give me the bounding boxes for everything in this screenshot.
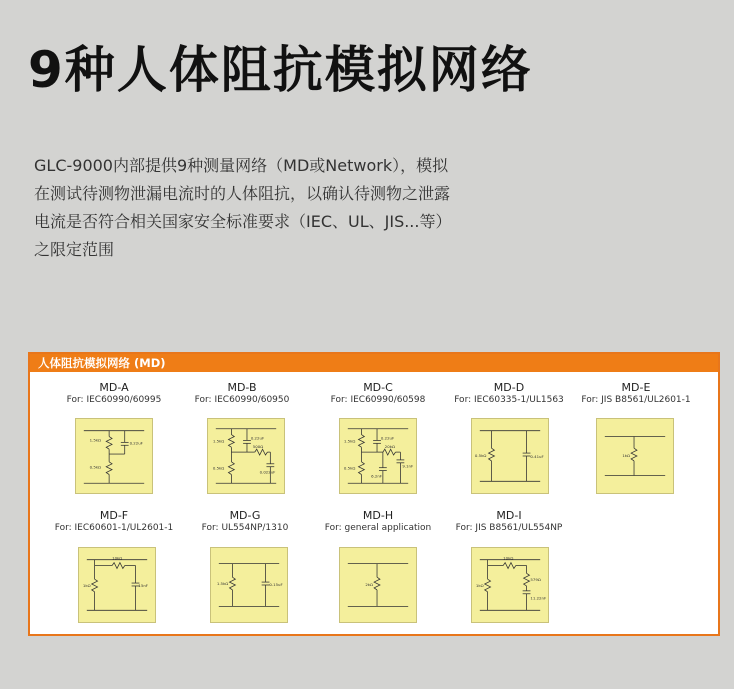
network-standard: For: general application [324, 523, 432, 533]
resistor-label: 579Ω [530, 577, 541, 583]
resistor-label: 10kΩ [503, 555, 514, 561]
resistor-label: 1.5kΩ [212, 438, 225, 444]
network-md-b [177, 381, 307, 407]
network-name: MD-B [227, 381, 257, 394]
network-name: MD-H [362, 509, 394, 522]
capacitor-label: 0.22uF [250, 435, 265, 441]
resistor-label: 0.5kΩ [212, 465, 225, 471]
resistor-label: 2kΩ [365, 581, 374, 587]
network-standard: For: JIS B8561/UL2601-1 [581, 395, 691, 405]
panel-header: 人体阻抗模拟网络 (MD) [30, 354, 718, 372]
circuit-diagram [472, 548, 548, 622]
description [34, 152, 524, 264]
resistor-label: 1.5kΩ [216, 581, 229, 586]
circuit-md-f [78, 547, 156, 623]
capacitor-label: 6.2nF [371, 473, 383, 479]
capacitor-label: 0.15uF [269, 581, 283, 587]
network-standard: For: IEC60990/60598 [330, 395, 426, 405]
network-name: MD-A [99, 381, 129, 394]
network-name: MD-G [229, 509, 261, 522]
network-standard: For: JIS B8561/UL554NP [455, 523, 563, 533]
description-line: 之限定范围 [34, 240, 115, 259]
circuit-diagram [211, 548, 287, 622]
capacitor-label: 11.22nF [530, 595, 547, 601]
description-line: 在测试待测物泄漏电流时的人体阻抗，以确认待测物之泄露 [34, 184, 451, 203]
circuit-md-a [75, 418, 153, 494]
network-md-c [313, 381, 443, 407]
circuit-diagram [340, 419, 416, 493]
capacitor-label: 0.022uF [259, 469, 276, 475]
network-md-i [444, 509, 574, 535]
circuit-md-d [471, 418, 549, 494]
network-name: MD-E [621, 381, 651, 394]
capacitor-label: 0.22uF [129, 440, 143, 446]
capacitor-label: 15nF [138, 582, 149, 588]
network-name: MD-F [99, 509, 129, 522]
circuit-diagram [208, 419, 284, 493]
page-title: 9种人体阻抗模拟网络 [28, 41, 533, 99]
circuit-md-c [339, 418, 417, 494]
network-md-f [49, 509, 179, 535]
network-md-e [571, 381, 701, 407]
circuit-md-h [339, 547, 417, 623]
resistor-label: 10kΩ [112, 555, 123, 561]
network-standard: For: UL554NP/1310 [201, 523, 289, 533]
capacitor-label: 0.41uF [530, 453, 544, 459]
circuit-diagram [79, 548, 155, 622]
network-md-d [444, 381, 574, 407]
resistor-label: 1kΩ [475, 582, 484, 588]
md-panel [28, 352, 720, 636]
network-md-a [49, 381, 179, 407]
resistor-label: 0.5kΩ [343, 465, 356, 471]
circuit-md-g [210, 547, 288, 623]
network-name: MD-C [363, 381, 393, 394]
resistor-label: 1kΩ [622, 452, 631, 458]
network-standard: For: IEC60990/60950 [194, 395, 290, 405]
network-name: MD-I [496, 509, 522, 522]
capacitor-label: 9.1nF [402, 463, 414, 469]
resistor-label: 500Ω [252, 444, 264, 450]
resistor-label: 1.5kΩ [343, 438, 356, 444]
circuit-diagram [76, 419, 152, 493]
network-md-h [313, 509, 443, 535]
resistor-label: 0.5kΩ [474, 452, 487, 458]
circuit-diagram [472, 419, 548, 493]
network-name: MD-D [493, 381, 525, 394]
resistor-label: 20kΩ [384, 444, 395, 450]
resistor-label: 1.5kΩ [89, 437, 102, 443]
circuit-md-b [207, 418, 285, 494]
capacitor-label: 0.22uF [380, 435, 395, 441]
network-standard: For: IEC60601-1/UL2601-1 [54, 523, 174, 533]
resistor-label: 1kΩ [82, 582, 91, 588]
circuit-md-i [471, 547, 549, 623]
circuit-diagram [340, 548, 416, 622]
network-standard: For: IEC60990/60995 [66, 395, 162, 405]
circuit-md-e [596, 418, 674, 494]
circuit-diagram [597, 419, 673, 493]
network-md-g [180, 509, 310, 535]
description-line: 电流是否符合相关国家安全标准要求（IEC、UL、JIS...等） [34, 212, 452, 231]
description-line: GLC-9000内部提供9种测量网络（MD或Network），模拟 [34, 156, 449, 175]
network-standard: For: IEC60335-1/UL1563 [454, 395, 564, 405]
resistor-label: 0.5kΩ [89, 464, 102, 470]
